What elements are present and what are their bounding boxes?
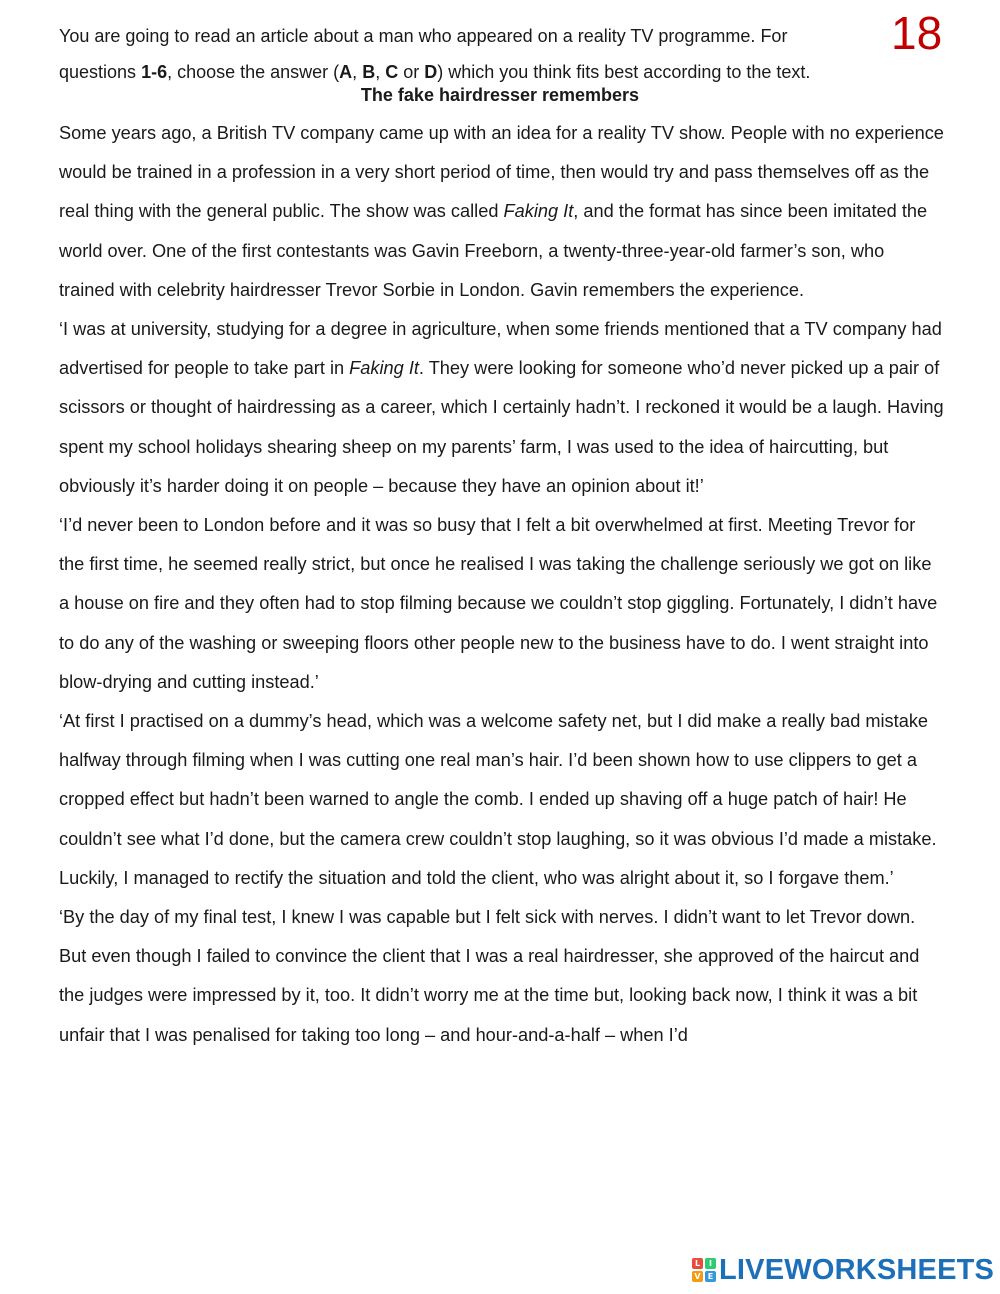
logo-mark-tile: E — [705, 1271, 716, 1282]
paragraph-1: Some years ago, a British TV company came up with an idea for a reality TV show. People with no experience would be trained in a profession in a very short period of time, then would try and pass themselves off as the real thing with the general public. The show was called Faking It, and the format has since been imitated the world over. One of the first contestants was Gavin Freeborn, a twenty-three-year-old farmer’s son, who trained with celebrity hairdresser Trevor Sorbie in London. Gavin remembers the experience. — [59, 123, 944, 300]
show-title: Faking It — [349, 358, 419, 379]
question-range: 1-6 — [141, 62, 168, 82]
paragraph-5: ‘By the day of my final test, I knew I was capable but I felt sick with nerves. I didn’t want to let Trevor down. But even though I failed to convince the client that I was a real hairdresser, she approved of the haircut and the judges were impressed by it, too. It didn’t worry me at the time but, looking back now, I think it was a bit unfair that I was penalised for taking too long – and hour-and-a-half – when I’d — [59, 907, 920, 1045]
article-body — [59, 114, 944, 1055]
page-number: 18 — [891, 7, 943, 59]
paragraph-2: ‘I was at university, studying for a degree in agriculture, when some friends mentioned that a TV company had advertised for people to take part in Faking It. They were looking for someone who’d never picked up a pair of scissors or thought of hairdressing as a career, which I certainly hadn’t. I reckoned it would be a laugh. Having spent my school holidays shearing sheep on my parents’ farm, I was used to the idea of haircutting, but obviously it’s harder doing it on people – because they have an opinion about it!’ — [59, 319, 944, 496]
option-d: D — [424, 62, 438, 82]
option-b: B — [362, 62, 376, 82]
logo-text: LIVEWORKSHEETS — [719, 1253, 995, 1286]
option-a: A — [339, 62, 353, 82]
article-title: The fake hairdresser remembers — [360, 85, 640, 105]
show-title: Faking It — [503, 201, 574, 222]
logo-mark-tile: I — [705, 1258, 716, 1269]
liveworksheets-logo — [692, 1253, 994, 1287]
instructions-line-1: You are going to read an article about a man who appeared on a reality TV programme. For — [59, 26, 788, 46]
paragraph-3: ‘I’d never been to London before and it was so busy that I felt a bit overwhelmed at first. Meeting Trevor for the first time, he seemed really strict, but once he realised I was taking the challenge seriously we got on like a house on fire and they often had to stop filming because we couldn’t stop giggling. Fortunately, I didn’t have to do any of the washing or sweeping floors other people new to the business have to do. I went straight into blow-drying and cutting instead.’ — [59, 515, 938, 692]
logo-mark-icon — [692, 1258, 716, 1282]
instructions — [59, 18, 889, 90]
logo-mark-tile: V — [692, 1271, 703, 1282]
logo-mark-tile: L — [692, 1258, 703, 1269]
option-c: C — [385, 62, 399, 82]
instructions-line-2: questions 1-6, choose the answer (A, B, C or D) which you think fits best according to the text. — [59, 62, 811, 82]
paragraph-4: ‘At first I practised on a dummy’s head, which was a welcome safety net, but I did make a really bad mistake halfway through filming when I was cutting one real man’s hair. I’d been shown how to use clippers to get a cropped effect but hadn’t been warned to angle the comb. I ended up shaving off a huge patch of hair! He couldn’t see what I’d done, but the camera crew couldn’t stop laughing, so it was obvious I’d made a mistake. Luckily, I managed to rectify the situation and told the client, who was alright about it, so I forgave them.’ — [59, 711, 937, 888]
